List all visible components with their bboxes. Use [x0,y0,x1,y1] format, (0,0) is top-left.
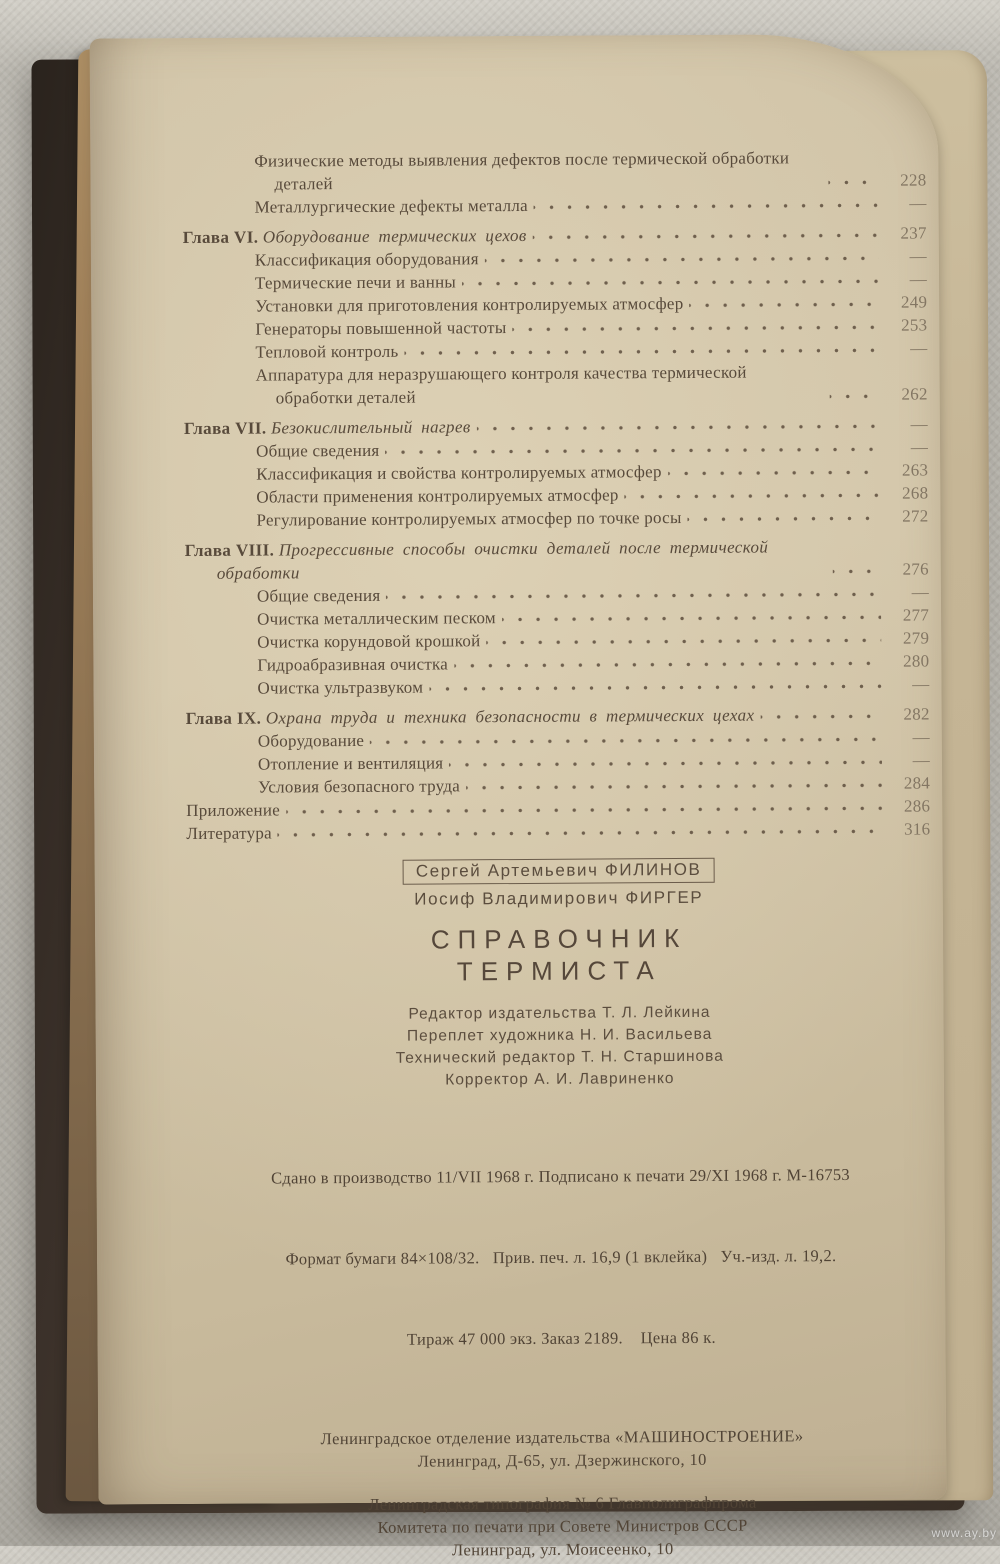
toc-entry-page: 263 [901,460,929,480]
toc-entry-page: — [912,727,930,747]
publisher-line: Ленинград, Д-65, ул. Дзержинского, 10 [417,1449,707,1471]
toc-entry [185,672,929,700]
production-line: Тираж 47 000 экз. Заказ 2189. Цена 86 к. [406,1327,716,1349]
toc-entry-label [184,415,471,440]
credits-block [187,1000,932,1093]
book-title-line1: СПРАВОЧНИК [430,922,688,955]
dot-leader [486,632,881,651]
dot-leader [512,319,879,338]
dot-leader [534,197,879,216]
toc-entry [182,191,926,219]
dot-leader [454,655,881,675]
toc-entry-page: 268 [902,483,929,503]
toc-entry-label: Физические методы выявления дефектов после термической обработки деталей [254,148,790,194]
dot-leader [833,563,881,580]
credit-line: Корректор А. И. Лавриненко [445,1070,675,1089]
toc-entry-page: 282 [903,704,930,724]
toc-entry [184,359,928,410]
dot-leader [462,273,879,293]
dot-leader [830,388,880,405]
dot-leader [485,250,879,269]
dot-leader [466,777,882,797]
toc-entry-page: — [909,269,928,289]
book-title-line2: ТЕРМИСТА [456,955,662,987]
dot-leader [477,418,880,437]
dot-leader [385,441,880,461]
toc-entry-label: Металлургические дефекты металла [254,195,528,217]
toc-entry-page: 284 [903,773,931,793]
toc-entry-label [183,224,527,249]
dot-leader [668,464,881,482]
toc-entry-page: 279 [902,628,930,648]
toc-entry-label: Области применения контролируемых атмосфер [256,485,619,507]
toc-entry-label: Оборудование [257,730,365,751]
toc-entry-page: — [911,582,929,602]
dot-leader [286,800,882,821]
chapter-title: Прогрессивные способы очистки деталей после термической обработки [216,537,769,583]
dot-leader [533,227,879,246]
toc-chapter-entry [185,534,929,585]
chapter-title: Безокислительный нагрев [270,417,471,438]
toc-entry-page: 280 [903,651,930,671]
chapter-title: Оборудование термических цехов [262,225,527,247]
toc-entry-label: Условия безопасного труда [258,776,461,797]
toc-entry-page: 237 [900,223,927,243]
toc-entry-label: Тепловой контроль [255,341,399,362]
dot-leader [502,609,881,628]
toc-entry-label: Общие сведения [256,585,381,606]
toc-entry-page: 316 [904,819,931,839]
printer-line: Комитета по печати при Совете Министров СССР [377,1515,748,1537]
toc-entry-label: Общие сведения [255,440,380,461]
toc-entry-label: Отопление и вентиляция [257,753,444,774]
author-name: Иосиф Владимирович ФИРГЕР [414,887,704,909]
toc-entry-label: Установки для приготовления контролируемых атмосфер [255,293,684,316]
toc-entry-page: 228 [900,170,927,190]
publisher-block [190,1423,934,1474]
toc-entry-page: 262 [901,384,928,404]
toc-entry-page: 277 [902,605,930,625]
toc-entry-label: Классификация оборудования [254,249,479,270]
production-line: Формат бумаги 84×108/32. Прив. печ. л. 16,9 (1 вклейка) Уч.-изд. л. 19,2. [285,1246,837,1269]
toc-entry-page: — [912,674,930,694]
toc-entry-page: — [910,414,928,434]
dot-leader [688,510,881,528]
author-name-boxed: Сергей Артемьевич ФИЛИНОВ [403,858,715,885]
toc-entry-page: 276 [902,559,929,579]
toc-entry-label [185,535,827,585]
dot-leader [429,678,881,698]
toc-entry-label: Классификация и свойства контролируемых атмосфер [256,462,662,484]
production-line: Сдано в производство 11/VII 1968 г. Подписано к печати 29/XI 1968 г. М-16753 [270,1164,850,1188]
toc-entry-label: Генераторы повышенной частоты [255,318,507,339]
chapter-number: Глава VIII. [184,540,275,561]
toc-entry-page: — [909,246,927,266]
printer-line: Ленинград, ул. Моисеенко, 10 [451,1539,674,1560]
toc-entry-label: Литература [186,823,272,844]
credit-line: Редактор издательства Т. Л. Лейкина [408,1003,711,1023]
authors-block [187,856,931,911]
table-of-contents [182,145,930,845]
toc-entry-page: — [912,750,931,770]
credit-line: Переплет художника Н. И. Васильева [406,1025,713,1045]
toc-entry-label: Аппаратура для неразрушающего контроля качества термической обработки деталей [255,362,747,408]
toc-entry-page: 249 [900,292,928,312]
dot-leader [828,174,878,191]
toc-entry-label: Приложение [186,800,281,821]
chapter-number: Глава IX. [185,708,262,729]
book-page [90,33,947,1560]
toc-entry-page: 253 [900,315,928,335]
dot-leader [760,708,881,726]
chapter-number: Глава VII. [183,418,267,439]
toc-entry [184,504,928,532]
dot-leader [386,586,881,606]
dot-leader [689,296,879,314]
book-title [187,920,931,989]
dot-leader [404,342,879,362]
toc-entry-page: 286 [903,796,931,816]
toc-entry-label [186,704,755,730]
toc-entry-label: Термические печи и ванны [254,272,457,293]
toc-entry-page: — [910,437,929,457]
printing-house-block [190,1489,934,1563]
printer-line: Ленинградская типография № 6 Главполиграфпрома [368,1492,757,1514]
toc-entry-label: Регулирование контролируемых атмосфер по точке росы [256,507,682,530]
toc-entry [186,817,930,845]
toc-entry-page: 272 [902,506,929,526]
toc-entry-label: Гидроабразивная очистка [257,654,449,675]
production-info-block [188,1106,934,1408]
toc-entry [182,145,926,196]
credit-line: Технический редактор Т. Н. Старшинова [395,1047,724,1067]
toc-entry-label: Очистка корундовой крошкой [257,631,481,652]
dot-leader [449,754,882,774]
dot-leader [278,823,883,844]
chapter-number: Глава VI. [182,227,259,248]
toc-entry-label: Очистка ультразвуком [257,677,424,698]
toc-entry-page: — [909,193,927,213]
dot-leader [370,731,882,751]
publisher-line: Ленинградское отделение издательства «МАШИНОСТРОЕНИЕ» [320,1426,804,1449]
dot-leader [625,487,881,506]
page-content [182,145,935,1563]
toc-entry-page: — [910,338,928,358]
toc-entry-label: Очистка металлическим песком [257,608,496,629]
chapter-title: Охрана труда и техника безопасности в термических цехах [265,705,755,728]
watermark: www.ay.by [931,1526,997,1540]
